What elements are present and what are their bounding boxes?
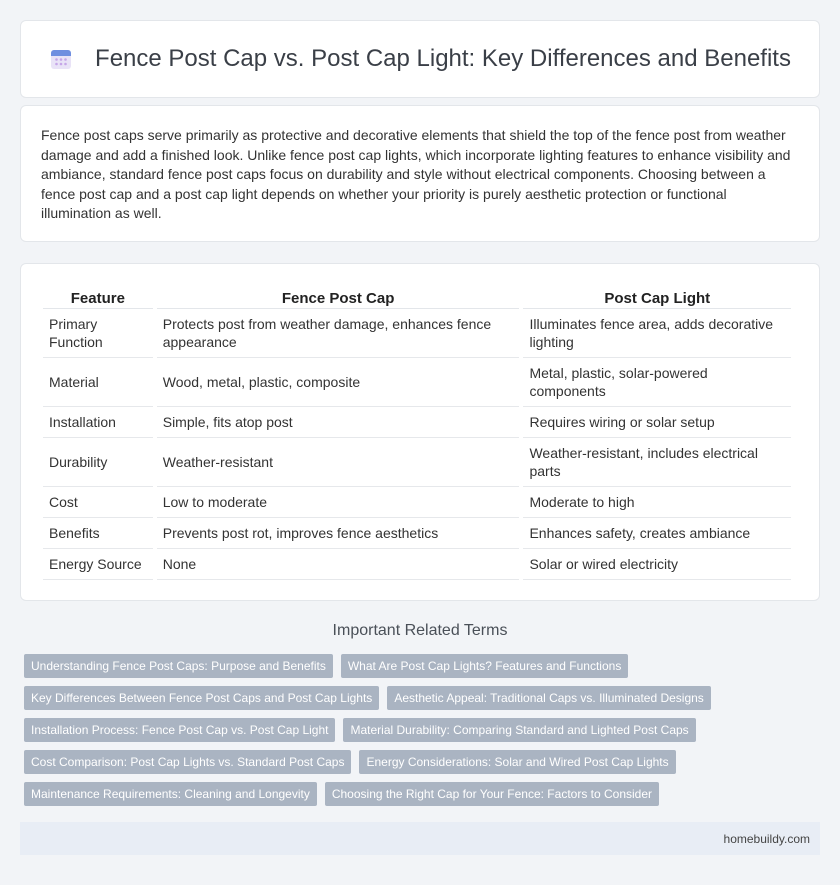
table-cell: Installation: [43, 407, 153, 438]
table-cell: Material: [43, 358, 153, 407]
table-cell: None: [157, 549, 520, 580]
table-cell: Energy Source: [43, 549, 153, 580]
related-term-tag[interactable]: Maintenance Requirements: Cleaning and Longevity: [24, 782, 317, 806]
footer: [20, 822, 820, 855]
intro-card: [20, 105, 820, 242]
table-row: [43, 358, 791, 407]
comparison-card: [20, 263, 820, 601]
table-row: [43, 549, 791, 580]
related-term-tag[interactable]: Understanding Fence Post Caps: Purpose and Benefits: [24, 654, 333, 678]
related-term-tag[interactable]: Aesthetic Appeal: Traditional Caps vs. Illuminated Designs: [387, 686, 711, 710]
table-cell: Benefits: [43, 518, 153, 549]
related-term-tag[interactable]: Material Durability: Comparing Standard and Lighted Post Caps: [343, 718, 695, 742]
table-row: [43, 309, 791, 358]
table-row: [43, 438, 791, 487]
table-header-row: [43, 284, 791, 309]
related-term-tag[interactable]: Installation Process: Fence Post Cap vs. Post Cap Light: [24, 718, 335, 742]
header-fence-post-cap: Fence Post Cap: [157, 284, 520, 309]
title-card: [20, 20, 820, 98]
table-cell: Solar or wired electricity: [523, 549, 791, 580]
page-title: Fence Post Cap vs. Post Cap Light: Key Differences and Benefits: [95, 45, 791, 72]
table-cell: Simple, fits atop post: [157, 407, 520, 438]
header-feature: Feature: [43, 284, 153, 309]
related-term-tag[interactable]: Key Differences Between Fence Post Caps and Post Cap Lights: [24, 686, 379, 710]
table-cell: Requires wiring or solar setup: [523, 407, 791, 438]
table-cell: Metal, plastic, solar-powered components: [523, 358, 791, 407]
table-cell: Wood, metal, plastic, composite: [157, 358, 520, 407]
related-term-tag[interactable]: What Are Post Cap Lights? Features and Functions: [341, 654, 628, 678]
table-cell: Durability: [43, 438, 153, 487]
table-row: [43, 518, 791, 549]
table-row: [43, 487, 791, 518]
calendar-icon: [49, 47, 73, 71]
related-term-tag[interactable]: Cost Comparison: Post Cap Lights vs. Standard Post Caps: [24, 750, 351, 774]
table-cell: Primary Function: [43, 309, 153, 358]
related-term-tag[interactable]: Energy Considerations: Solar and Wired Post Cap Lights: [359, 750, 675, 774]
table-cell: Prevents post rot, improves fence aesthetics: [157, 518, 520, 549]
footer-site-name[interactable]: homebuildy.com: [723, 831, 810, 846]
table-cell: Weather-resistant: [157, 438, 520, 487]
table-cell: Cost: [43, 487, 153, 518]
table-cell: Weather-resistant, includes electrical parts: [523, 438, 791, 487]
table-cell: Low to moderate: [157, 487, 520, 518]
table-cell: Enhances safety, creates ambiance: [523, 518, 791, 549]
table-cell: Moderate to high: [523, 487, 791, 518]
intro-text: Fence post caps serve primarily as protective and decorative elements that shield the top of the fence post from weather damage and add a finished look. Unlike fence post cap lights, which incorporate lighting features to enhance visibility and ambiance, standard fence post caps focus on durability and style without electrical components. Choosing between a fence post cap and a post cap light depends on whether your priority is purely aesthetic protection or functional illumination as well.: [41, 127, 791, 221]
table-cell: Protects post from weather damage, enhances fence appearance: [157, 309, 520, 358]
table-cell: Illuminates fence area, adds decorative lighting: [523, 309, 791, 358]
comparison-table: [39, 284, 795, 580]
table-row: [43, 407, 791, 438]
related-terms-heading: Important Related Terms: [332, 622, 508, 639]
related-terms-list: [24, 654, 824, 814]
header-post-cap-light: Post Cap Light: [523, 284, 791, 309]
related-term-tag[interactable]: Choosing the Right Cap for Your Fence: Factors to Consider: [325, 782, 659, 806]
